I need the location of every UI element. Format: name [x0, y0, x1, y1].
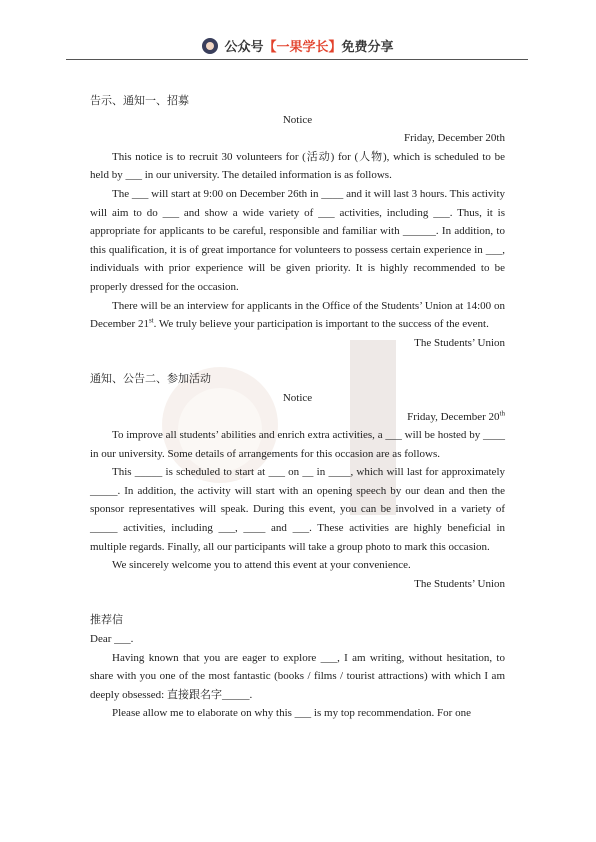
section2-paragraph-3: We sincerely welcome you to attend this event at your convenience.: [112, 559, 411, 572]
section2-title: Notice: [282, 391, 313, 404]
section2-date-sup: th: [499, 408, 505, 417]
section1-date: Friday, December 20th: [403, 132, 505, 145]
section-spacer: [90, 352, 505, 370]
section1-paragraph-1: This notice is to recruit 30 volunteers for (活动) for (人物), which is scheduled to be held by ___ in our university. The detailed information is as follows.: [90, 150, 505, 182]
section3-greeting: Dear ___.: [90, 633, 134, 646]
section2-date: [90, 408, 505, 427]
section2-heading: 通知、公告二、参加活动: [90, 372, 211, 386]
brand-prefix: 公众号: [224, 40, 264, 55]
document-body: [90, 92, 505, 723]
section3-paragraph-2: Please allow me to elaborate on why this ___ is my top recommendation. For one: [112, 707, 471, 720]
section3-heading: 推荐信: [90, 613, 123, 627]
section1-paragraph-3-b: . We truly believe your participation is important to the success of the event.: [153, 318, 489, 331]
section2-paragraph-2: This _____ is scheduled to start at ___ on __ in ____, which will last for approximately _____. In addition, the activity will start with an opening speech by our dean and then the sponsor representatives will speak. During this event, you can be involved in a variety of _____ activities, including ___, ____ and ___. These activities are highly beneficial in multiple regards. Finally, all our participants will take a group photo to mark this occasion.: [90, 466, 505, 553]
section1-paragraph-3-sup: st: [148, 316, 154, 325]
section2-paragraph-1: To improve all students’ abilities and enrich extra activities, a ___ will be hosted by ____ in our university. Some details of arrangements for this occasion are as follows.: [90, 429, 505, 460]
header-brand: [0, 36, 596, 55]
header-divider: [66, 59, 528, 60]
page-header: [0, 0, 596, 60]
section1-title: Notice: [282, 113, 313, 126]
section1-signature: The Students’ Union: [414, 336, 505, 349]
section1-paragraph-2: The ___ will start at 9:00 on December 26th in ____ and it will last 3 hours. This activity will aim to do ___ and show a wide variety of ___ activities, including ___. Thus, it is appropriate for applicants to be careful, responsible and familiar with ______. In addition, to this qualification, it is of great importance for volunteers to possess certain experience in ___, individuals with prior experience will be given priority. It is highly recommended to be properly dressed for the occasion.: [90, 187, 505, 293]
avatar-icon: [202, 38, 218, 54]
section1-heading: 告示、通知一、招募: [90, 94, 189, 107]
section2-date-text: Friday, December 20: [407, 410, 500, 423]
section1-paragraph-3-a: There will be an interview for applicants in the Office of the Students’ Union at 14:00 on December 21: [90, 299, 505, 331]
section1-paragraph-3: [90, 297, 505, 334]
brand-suffix: 免费分享: [341, 40, 394, 55]
brand-name: 【一果学长】: [263, 40, 342, 55]
section2-signature: The Students’ Union: [414, 577, 505, 590]
section-spacer: [90, 593, 505, 611]
section3-paragraph-1: Having known that you are eager to explore ___, I am writing, without hesitation, to share with you one of the most fantastic (books / films / tourist attractions) with which I am deeply obsessed: 直接跟名字_____.: [90, 651, 505, 701]
